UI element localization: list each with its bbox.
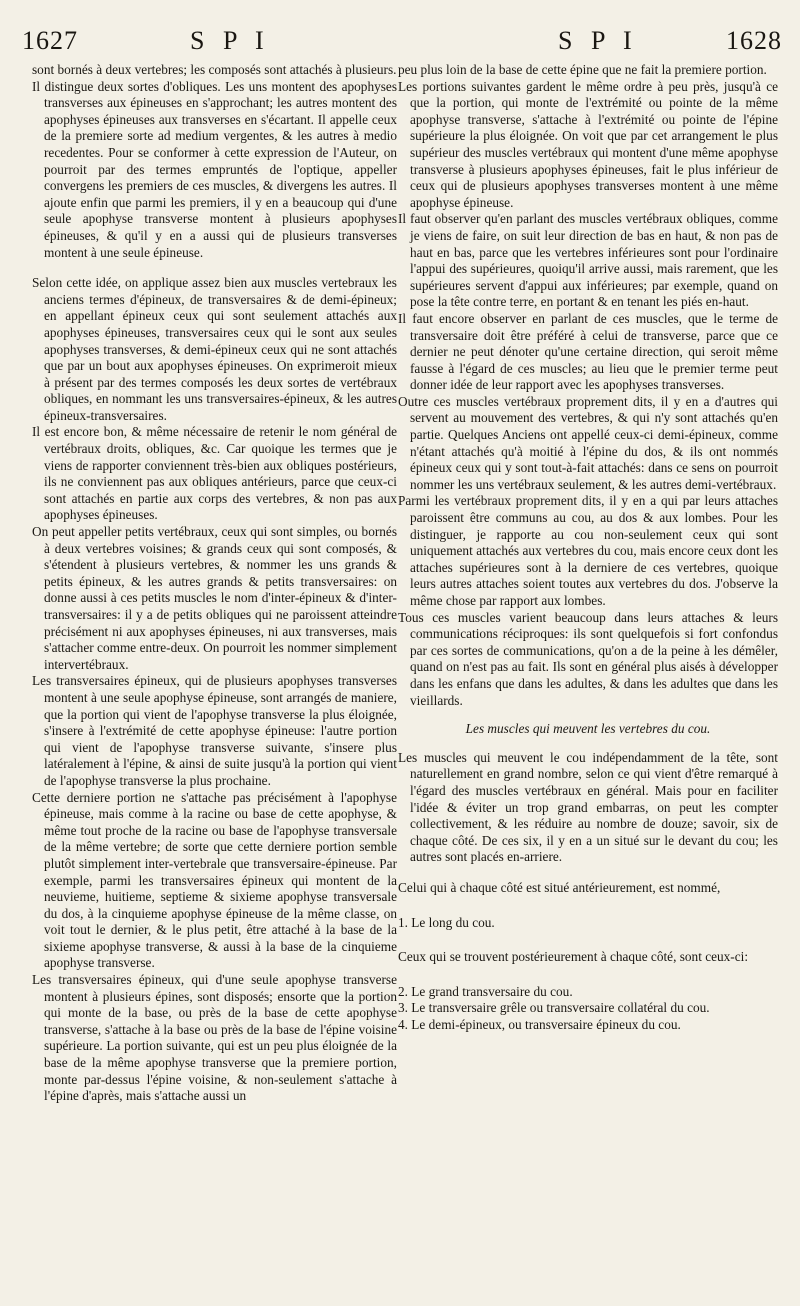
paragraph: Il distingue deux sortes d'obliques. Les uns montent des apophyses transverses aux épineuses en s'approchant; les autres montent des apophyses épineuses aux transverses en s'écartant. Il appelle ceux de la premiere sorte ad medium vergentes, & les autres à medio recedentes. Pour se conformer à cette expression de l'Auteur, on pourroit par des termes empruntés de l'optique, appeller convergens les premiers de ces muscles, & divergens les autres. Il ajoute enfin que parmi les premiers, il y en a beaucoup qui d'une seule apophyse transverse montent à plusieurs apophyses épineuses, & qu'il y en a aussi qui de plusieurs transverses montent à une seule épineuse. [32, 78, 397, 260]
left-column [32, 62, 397, 1105]
paragraph: Celui qui à chaque côté est situé antérieurement, est nommé, [398, 879, 721, 895]
running-title-right: S P I [558, 26, 638, 55]
list-item: 1. Le long du cou. [398, 914, 495, 930]
section-heading: Les muscles qui meuvent les vertebres du cou. [465, 721, 711, 737]
running-header [18, 26, 786, 60]
paragraph: Les transversaires épineux, qui d'une seule apophyse transverse montent à plusieurs épines, sont disposés; ensorte que la portion qui monte de la base, ou près de la base de cette apophyse transverse, s'attache à la base ou près de la base de l'épine voisine supérieure. La portion suivante, qui est un peu plus éloignée de la base de la même apophyse transverse que la premiere portion, monte par-dessus l'épine voisine, & non-seulement s'attache à l'épine d'après, mais s'attache aussi un [32, 972, 397, 1104]
paragraph: Il faut encore observer en parlant de ces muscles, que le terme de transversaire doit être préféré à celui de transverse, parce que ce dernier ne peut dénoter qu'une certaine direction, qui seroit même fausse à l'égard de ces muscles; au lieu que le premier terme peut donner idée de leur rapport avec les apophyses transverses. [398, 310, 778, 393]
paragraph: Cette derniere portion ne s'attache pas précisément à l'apophyse épineuse, mais comme à la racine ou base de cette apophyse, & même tout proche de la racine ou base de l'apophyse transversale de la même vertebre; de sorte que cette derniere portion semble plutôt simplement inter-vertebrale que transversaire-épineuse. Par exemple, parmi les transversaires épineux qui montent de la neuvieme, huitieme, septieme & sixieme apophyse transversale du dos, à la cinquieme apophyse épineuse de la même classe, on voit tout le dernier, & le plus petit, être attaché à la base de la sixieme apophyse transverse, & aussi à la base de la cinquieme apophyse transverse. [32, 789, 397, 971]
paragraph: Parmi les vertébraux proprement dits, il y en a qui par leurs attaches paroissent être communs au cou, au dos & aux lombes. Pour les distinguer, je rapporte au cou non-seulement ceux qui sont uniquement attachés aux vertebres du cou, mais encore ceux dont les attaches supérieures sont à la derniere de ces vertebres, quoique leurs autres attaches soient toutes aux vertebres du dos. J'observe la même chose par rapport aux lombes. [398, 493, 778, 608]
running-title-left: S P I [190, 26, 270, 55]
paragraph: Selon cette idée, on applique assez bien aux muscles vertebraux les anciens termes d'épineux, de transversaires & de demi-épineux; en appellant épineux ceux qui sont seulement attachés aux apophyses épineuses, transversaires ceux qui le sont aux seules apophyses transverses, & demi-épineux ceux qui ne sont attachés que par un bout aux apophyses épineuses. On exprimeroit mieux à présent par des termes composés les deux sortes de vertébraux obliques, en nommant les uns transversaires-épineux, & les autres épineux-transversaires. [32, 275, 397, 423]
paragraph: peu plus loin de la base de cette épine que ne fait la premiere portion. [398, 62, 767, 77]
paragraph: Les muscles qui meuvent le cou indépendamment de la tête, sont naturellement en grand nombre, selon ce qui vient d'être remarqué à l'égard des muscles vertébraux en général. Mais pour en faciliter l'idée & éviter un trop grand embarras, on peut les compter collectivement, & les réduire au nombre de douze; savoir, six de chaque côté. De ces six, il y en a un situé sur le devant du cou; les autres sont placés en-arriere. [398, 749, 778, 865]
list-item: 4. Le demi-épineux, ou transversaire épineux du cou. [398, 1016, 681, 1032]
paragraph: sont bornés à deux vertebres; les composés sont attachés à plusieurs. [32, 62, 397, 77]
paragraph: Les transversaires épineux, qui de plusieurs apophyses transverses montent à une seule apophyse épineuse, sont arrangés de maniere, que la portion qui vient de l'apophyse transverse la plus éloignée, s'insere à l'extrémité de cette apophyse épineuse: l'autre portion qui vient de l'apophyse transverse suivante, s'insere plus latéralement à l'épine, & ainsi de suite jusqu'à la portion qui vient de l'apophyse transverse la plus prochaine. [32, 673, 397, 788]
paragraph: Il est encore bon, & même nécessaire de retenir le nom général de vertébraux droits, obliques, &c. Car quoique les termes que je viens de rapporter conviennent très-bien aux obliques postérieurs, ils ne conviennent pas aux obliques antérieurs, parce que ceux-ci sont attachés en partie aux corps des vertebres, & non pas aux apophyses épineuses. [32, 424, 397, 523]
paragraph: On peut appeller petits vertébraux, ceux qui sont simples, ou bornés à deux vertebres voisines; & grands ceux qui sont composés, & s'étendent à plusieurs vertebres, & nommer les uns grands & petits épineux, & les autres grands & petits transversaires: on donne aussi à ces petits muscles le nom d'inter-épineux & d'inter-transversaires: il y a de petits obliques qui ne paroissent atteindre précisément ni aux apophyses épineuses, ni aux transverses, mais s'attacher comme entre-deux. On pourroit les nommer simplement intervertébraux. [32, 524, 397, 672]
list-item: 3. Le transversaire grêle ou transversaire collatéral du cou. [398, 1000, 710, 1016]
page-number-left: 1627 [22, 26, 78, 55]
list-item: 2. Le grand transversaire du cou. [398, 983, 573, 999]
right-column [398, 62, 778, 1033]
paragraph: Ceux qui se trouvent postérieurement à chaque côté, sont ceux-ci: [398, 949, 749, 965]
paragraph: Les portions suivantes gardent le même ordre à peu près, jusqu'à ce que la portion, qui monte de l'extrémité ou pointe de la même apophyse transverse, s'attache à l'extrémité ou pointe de l'épine supérieure la plus éloignée. On voit que par cet arrangement le plus supérieur des muscles vertébraux qui montent d'une même apophyse transverse à plusieurs apophyses épineuses, fait le plus inférieur de ceux qui de plusieurs apophyses transverses montent à une même apophyse épineuse. [398, 78, 778, 210]
paragraph: Outre ces muscles vertébraux proprement dits, il y en a d'autres qui servent au mouvement des vertebres, & qui n'y sont attachés qu'en partie. Quelques Anciens ont appellé ceux-ci demi-épineux, comme n'étant attachés qu'à moitié à l'épine du dos, & ils ont nommés épineux ceux qui y sont tout-à-fait attachés: dans ce sens on pourroit nommer les uns vertébraux seulement, & les autres demi-vertébraux. [398, 393, 778, 492]
page-number-right: 1628 [726, 26, 782, 55]
paragraph: Tous ces muscles varient beaucoup dans leurs attaches & leurs communications réciproques: ils sont quelquefois si fort confondus par ces sortes de communications, qu'on a de la peine à les démêler, quand on n'est pas au fait. Ils sont en général plus aisés à développer dans les enfans que dans les adultes, & dans les adultes que dans les vieillards. [398, 609, 778, 708]
paragraph: Il faut observer qu'en parlant des muscles vertébraux obliques, comme je viens de faire, on suit leur direction de bas en haut, & non pas de haut en bas, parce que les vertebres inférieures sont pour l'ordinaire l'appui des supérieures, quoiqu'il arrive aussi, mais rarement, que les supérieures servent d'appui aux inférieures; par exemple, quand on pose la tête contre terre, en portant & en tenant les piés en-haut. [398, 211, 778, 310]
